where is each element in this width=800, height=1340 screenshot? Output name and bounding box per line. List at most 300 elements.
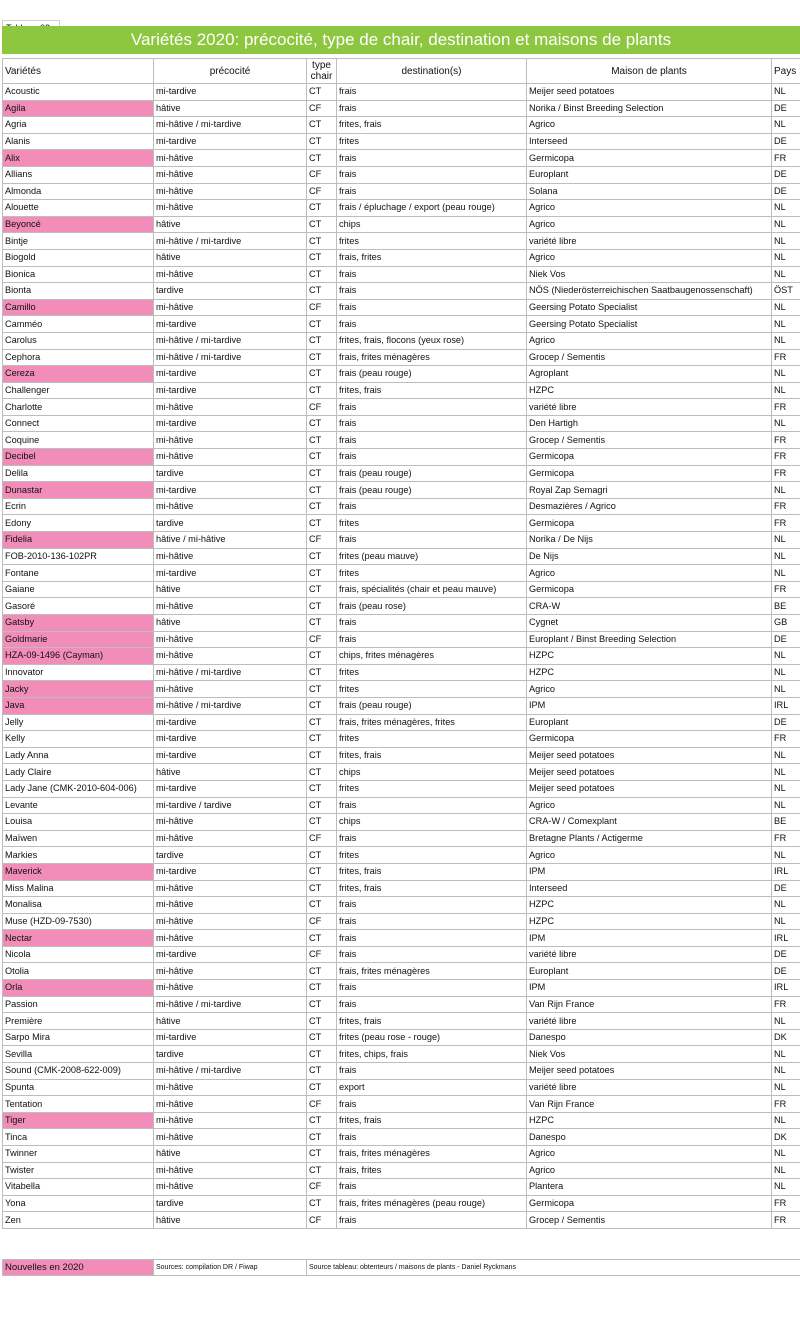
- precocite-cell: mi-hâtive / mi-tardive: [154, 996, 307, 1013]
- table-row: [3, 482, 800, 499]
- precocite-cell: mi-hâtive: [154, 1112, 307, 1129]
- maison-cell: Germicopa: [527, 449, 772, 466]
- destination-cell: frais (peau rouge): [337, 697, 527, 714]
- variety-cell: Tentation: [3, 1096, 154, 1113]
- destination-cell: chips: [337, 764, 527, 781]
- precocite-cell: mi-tardive: [154, 747, 307, 764]
- precocite-cell: hâtive: [154, 615, 307, 632]
- precocite-cell: hâtive: [154, 1013, 307, 1030]
- variety-cell: Yona: [3, 1195, 154, 1212]
- pays-cell: NL: [772, 1179, 800, 1196]
- destination-cell: frites: [337, 565, 527, 582]
- maison-cell: Germicopa: [527, 581, 772, 598]
- maison-cell: HZPC: [527, 1112, 772, 1129]
- maison-cell: Agrico: [527, 216, 772, 233]
- type-chair-cell: CT: [307, 84, 337, 101]
- type-chair-cell: CT: [307, 747, 337, 764]
- pays-cell: FR: [772, 731, 800, 748]
- destination-cell: frites, frais: [337, 117, 527, 134]
- pays-cell: DE: [772, 133, 800, 150]
- variety-cell: Alix: [3, 150, 154, 167]
- type-chair-cell: CT: [307, 797, 337, 814]
- pays-cell: DE: [772, 963, 800, 980]
- maison-cell: Meijer seed potatoes: [527, 1063, 772, 1080]
- maison-cell: Meijer seed potatoes: [527, 747, 772, 764]
- pays-cell: FR: [772, 581, 800, 598]
- maison-cell: Grocep / Sementis: [527, 432, 772, 449]
- type-chair-cell: CT: [307, 432, 337, 449]
- type-chair-cell: CT: [307, 316, 337, 333]
- maison-cell: Europlant: [527, 166, 772, 183]
- precocite-cell: tardive: [154, 465, 307, 482]
- variety-cell: Passion: [3, 996, 154, 1013]
- table-row: [3, 382, 800, 399]
- pays-cell: NL: [772, 897, 800, 914]
- table-row: [3, 133, 800, 150]
- header-variete: Variétés: [3, 59, 154, 84]
- precocite-cell: mi-hâtive: [154, 930, 307, 947]
- table-row: [3, 332, 800, 349]
- pays-cell: ÖST: [772, 283, 800, 300]
- variety-cell: Nectar: [3, 930, 154, 947]
- table-row: [3, 316, 800, 333]
- variety-cell: Agria: [3, 117, 154, 134]
- varieties-table: [2, 58, 800, 1229]
- destination-cell: frais / épluchage / export (peau rouge): [337, 200, 527, 217]
- pays-cell: NL: [772, 1063, 800, 1080]
- type-chair-cell: CT: [307, 1063, 337, 1080]
- pays-cell: NL: [772, 366, 800, 383]
- pays-cell: DK: [772, 1129, 800, 1146]
- pays-cell: NL: [772, 1146, 800, 1163]
- table-row: [3, 266, 800, 283]
- variety-cell: Maverick: [3, 863, 154, 880]
- destination-cell: export: [337, 1079, 527, 1096]
- variety-cell: Spunta: [3, 1079, 154, 1096]
- table-row: [3, 183, 800, 200]
- destination-cell: frais: [337, 299, 527, 316]
- destination-cell: frais, frites ménagères, frites: [337, 714, 527, 731]
- maison-cell: Europlant: [527, 714, 772, 731]
- maison-cell: HZPC: [527, 382, 772, 399]
- pays-cell: NL: [772, 216, 800, 233]
- pays-cell: NL: [772, 332, 800, 349]
- type-chair-cell: CF: [307, 100, 337, 117]
- maison-cell: Den Hartigh: [527, 415, 772, 432]
- maison-cell: HZPC: [527, 897, 772, 914]
- precocite-cell: mi-hâtive: [154, 1096, 307, 1113]
- pays-cell: IRL: [772, 980, 800, 997]
- maison-cell: Agrico: [527, 681, 772, 698]
- type-chair-cell: CT: [307, 482, 337, 499]
- maison-cell: IPM: [527, 930, 772, 947]
- table-row: [3, 515, 800, 532]
- precocite-cell: hâtive: [154, 249, 307, 266]
- pays-cell: IRL: [772, 863, 800, 880]
- destination-cell: frites: [337, 847, 527, 864]
- destination-cell: frais, frites ménagères: [337, 963, 527, 980]
- variety-cell: Orla: [3, 980, 154, 997]
- destination-cell: frais: [337, 1096, 527, 1113]
- variety-cell: Monalisa: [3, 897, 154, 914]
- table-row: [3, 465, 800, 482]
- precocite-cell: hâtive: [154, 581, 307, 598]
- table-row: [3, 1129, 800, 1146]
- destination-cell: frites: [337, 780, 527, 797]
- type-chair-cell: CT: [307, 697, 337, 714]
- variety-cell: Tinca: [3, 1129, 154, 1146]
- precocite-cell: tardive: [154, 1046, 307, 1063]
- variety-cell: Kelly: [3, 731, 154, 748]
- variety-cell: Camméo: [3, 316, 154, 333]
- precocite-cell: mi-hâtive: [154, 150, 307, 167]
- table-row: [3, 249, 800, 266]
- type-chair-cell: CT: [307, 349, 337, 366]
- maison-cell: Agrico: [527, 117, 772, 134]
- destination-cell: frais: [337, 897, 527, 914]
- table-row: [3, 830, 800, 847]
- precocite-cell: mi-hâtive: [154, 980, 307, 997]
- variety-cell: Camillo: [3, 299, 154, 316]
- header-row: [3, 59, 800, 84]
- precocite-cell: mi-hâtive: [154, 913, 307, 930]
- precocite-cell: mi-hâtive: [154, 598, 307, 615]
- precocite-cell: mi-hâtive: [154, 183, 307, 200]
- pays-cell: FR: [772, 449, 800, 466]
- variety-cell: Première: [3, 1013, 154, 1030]
- maison-cell: NÖS (Niederösterreichischen Saatbaugenossenschaft): [527, 283, 772, 300]
- type-chair-cell: CT: [307, 233, 337, 250]
- variety-cell: Agila: [3, 100, 154, 117]
- precocite-cell: mi-tardive: [154, 366, 307, 383]
- maison-cell: variété libre: [527, 233, 772, 250]
- destination-cell: frites, frais: [337, 1112, 527, 1129]
- header-pays: Pays: [772, 59, 800, 84]
- precocite-cell: mi-tardive: [154, 316, 307, 333]
- table-row: [3, 913, 800, 930]
- variety-cell: Sound (CMK-2008-622-009): [3, 1063, 154, 1080]
- precocite-cell: mi-hâtive: [154, 548, 307, 565]
- variety-cell: Jelly: [3, 714, 154, 731]
- variety-cell: Otolia: [3, 963, 154, 980]
- legend-new-2020: Nouvelles en 2020: [3, 1260, 154, 1276]
- table-row: [3, 880, 800, 897]
- pays-cell: NL: [772, 664, 800, 681]
- destination-cell: frais: [337, 84, 527, 101]
- destination-cell: frites, frais, flocons (yeux rose): [337, 332, 527, 349]
- variety-cell: Challenger: [3, 382, 154, 399]
- maison-cell: Van Rijn France: [527, 996, 772, 1013]
- destination-cell: frites: [337, 515, 527, 532]
- pays-cell: BE: [772, 598, 800, 615]
- precocite-cell: mi-tardive: [154, 1029, 307, 1046]
- type-chair-cell: CF: [307, 399, 337, 416]
- destination-cell: frais: [337, 631, 527, 648]
- source-right: Source tableau: obtenteurs / maisons de plants - Daniel Ryckmans: [307, 1260, 800, 1276]
- pays-cell: NL: [772, 415, 800, 432]
- pays-cell: NL: [772, 1013, 800, 1030]
- maison-cell: Geersing Potato Specialist: [527, 316, 772, 333]
- precocite-cell: mi-hâtive: [154, 1179, 307, 1196]
- destination-cell: frais, spécialités (chair et peau mauve): [337, 581, 527, 598]
- pays-cell: NL: [772, 565, 800, 582]
- pays-cell: FR: [772, 432, 800, 449]
- pays-cell: NL: [772, 482, 800, 499]
- precocite-cell: mi-hâtive / mi-tardive: [154, 117, 307, 134]
- table-row: [3, 1029, 800, 1046]
- precocite-cell: mi-hâtive: [154, 814, 307, 831]
- maison-cell: Cygnet: [527, 615, 772, 632]
- pays-cell: NL: [772, 382, 800, 399]
- variety-cell: Connect: [3, 415, 154, 432]
- variety-cell: Alouette: [3, 200, 154, 217]
- pays-cell: DE: [772, 100, 800, 117]
- pays-cell: NL: [772, 1079, 800, 1096]
- maison-cell: HZPC: [527, 913, 772, 930]
- variety-cell: Fidelia: [3, 532, 154, 549]
- maison-cell: Niek Vos: [527, 1046, 772, 1063]
- maison-cell: Norika / De Nijs: [527, 532, 772, 549]
- maison-cell: Europlant: [527, 963, 772, 980]
- table-footer: [2, 1259, 800, 1276]
- precocite-cell: mi-hâtive / mi-tardive: [154, 664, 307, 681]
- precocite-cell: mi-tardive: [154, 415, 307, 432]
- pays-cell: DE: [772, 166, 800, 183]
- variety-cell: Twister: [3, 1162, 154, 1179]
- precocite-cell: hâtive: [154, 1146, 307, 1163]
- maison-cell: CRA-W / Comexplant: [527, 814, 772, 831]
- table-row: [3, 283, 800, 300]
- precocite-cell: mi-tardive: [154, 84, 307, 101]
- table-row: [3, 233, 800, 250]
- pays-cell: IRL: [772, 697, 800, 714]
- variety-cell: Gasoré: [3, 598, 154, 615]
- maison-cell: Geersing Potato Specialist: [527, 299, 772, 316]
- maison-cell: variété libre: [527, 946, 772, 963]
- maison-cell: Germicopa: [527, 1195, 772, 1212]
- table-row: [3, 764, 800, 781]
- destination-cell: frites, frais: [337, 1013, 527, 1030]
- precocite-cell: mi-tardive: [154, 714, 307, 731]
- variety-cell: Fontane: [3, 565, 154, 582]
- type-chair-cell: CT: [307, 465, 337, 482]
- variety-cell: Nicola: [3, 946, 154, 963]
- pays-cell: DE: [772, 631, 800, 648]
- type-chair-cell: CT: [307, 200, 337, 217]
- pays-cell: DK: [772, 1029, 800, 1046]
- type-chair-cell: CT: [307, 731, 337, 748]
- variety-cell: Twinner: [3, 1146, 154, 1163]
- precocite-cell: mi-hâtive: [154, 1079, 307, 1096]
- type-chair-cell: CF: [307, 1096, 337, 1113]
- precocite-cell: mi-hâtive / mi-tardive: [154, 697, 307, 714]
- pays-cell: FR: [772, 1195, 800, 1212]
- pays-cell: FR: [772, 515, 800, 532]
- destination-cell: frites, frais: [337, 863, 527, 880]
- pays-cell: FR: [772, 349, 800, 366]
- type-chair-cell: CF: [307, 299, 337, 316]
- pays-cell: GB: [772, 615, 800, 632]
- precocite-cell: mi-hâtive: [154, 432, 307, 449]
- pays-cell: FR: [772, 1096, 800, 1113]
- type-chair-cell: CT: [307, 764, 337, 781]
- variety-cell: Biogold: [3, 249, 154, 266]
- pays-cell: NL: [772, 1112, 800, 1129]
- destination-cell: frais: [337, 532, 527, 549]
- maison-cell: Interseed: [527, 133, 772, 150]
- type-chair-cell: CF: [307, 532, 337, 549]
- table-row: [3, 1212, 800, 1229]
- maison-cell: Agrico: [527, 1162, 772, 1179]
- table-row: [3, 299, 800, 316]
- maison-cell: Agrico: [527, 797, 772, 814]
- pays-cell: FR: [772, 830, 800, 847]
- precocite-cell: mi-tardive: [154, 946, 307, 963]
- table-row: [3, 432, 800, 449]
- variety-cell: Carolus: [3, 332, 154, 349]
- table-row: [3, 415, 800, 432]
- type-chair-cell: CT: [307, 814, 337, 831]
- maison-cell: Van Rijn France: [527, 1096, 772, 1113]
- table-row: [3, 598, 800, 615]
- type-chair-cell: CT: [307, 1046, 337, 1063]
- type-chair-cell: CT: [307, 216, 337, 233]
- pays-cell: DE: [772, 714, 800, 731]
- type-chair-cell: CT: [307, 366, 337, 383]
- table-row: [3, 1195, 800, 1212]
- destination-cell: frais: [337, 930, 527, 947]
- variety-cell: Innovator: [3, 664, 154, 681]
- destination-cell: frais (peau rose): [337, 598, 527, 615]
- table-row: [3, 1179, 800, 1196]
- destination-cell: frais: [337, 399, 527, 416]
- type-chair-cell: CT: [307, 565, 337, 582]
- destination-cell: frais, frites: [337, 249, 527, 266]
- maison-cell: De Nijs: [527, 548, 772, 565]
- destination-cell: frais, frites: [337, 1162, 527, 1179]
- precocite-cell: mi-tardive: [154, 780, 307, 797]
- table-row: [3, 1096, 800, 1113]
- pays-cell: FR: [772, 465, 800, 482]
- table-row: [3, 216, 800, 233]
- variety-cell: Cereza: [3, 366, 154, 383]
- type-chair-cell: CT: [307, 930, 337, 947]
- precocite-cell: tardive: [154, 515, 307, 532]
- table-row: [3, 797, 800, 814]
- variety-cell: Sarpo Mira: [3, 1029, 154, 1046]
- pays-cell: NL: [772, 797, 800, 814]
- table-row: [3, 84, 800, 101]
- destination-cell: frais: [337, 1212, 527, 1229]
- pays-cell: FR: [772, 498, 800, 515]
- maison-cell: Danespo: [527, 1129, 772, 1146]
- pays-cell: NL: [772, 249, 800, 266]
- destination-cell: frites: [337, 681, 527, 698]
- header-precocite: précocité: [154, 59, 307, 84]
- pays-cell: NL: [772, 681, 800, 698]
- table-row: [3, 1146, 800, 1163]
- type-chair-cell: CT: [307, 1013, 337, 1030]
- destination-cell: frites, frais: [337, 747, 527, 764]
- destination-cell: frais, frites ménagères: [337, 1146, 527, 1163]
- maison-cell: IPM: [527, 863, 772, 880]
- destination-cell: frais: [337, 432, 527, 449]
- pays-cell: NL: [772, 1046, 800, 1063]
- destination-cell: frites (peau mauve): [337, 548, 527, 565]
- precocite-cell: mi-hâtive: [154, 449, 307, 466]
- precocite-cell: mi-hâtive: [154, 299, 307, 316]
- variety-cell: Markies: [3, 847, 154, 864]
- type-chair-cell: CT: [307, 382, 337, 399]
- type-chair-cell: CT: [307, 1146, 337, 1163]
- variety-cell: Sevilla: [3, 1046, 154, 1063]
- variety-cell: HZA-09-1496 (Cayman): [3, 648, 154, 665]
- precocite-cell: mi-hâtive: [154, 897, 307, 914]
- variety-cell: Gaiane: [3, 581, 154, 598]
- table-row: [3, 847, 800, 864]
- destination-cell: frais: [337, 980, 527, 997]
- table-row: [3, 1079, 800, 1096]
- maison-cell: IPM: [527, 980, 772, 997]
- precocite-cell: mi-hâtive: [154, 166, 307, 183]
- variety-cell: Delila: [3, 465, 154, 482]
- type-chair-cell: CT: [307, 1129, 337, 1146]
- variety-cell: Goldmarie: [3, 631, 154, 648]
- table-row: [3, 117, 800, 134]
- maison-cell: Agroplant: [527, 366, 772, 383]
- table-row: [3, 399, 800, 416]
- destination-cell: frites, frais: [337, 382, 527, 399]
- destination-cell: frites, frais: [337, 880, 527, 897]
- variety-cell: Jacky: [3, 681, 154, 698]
- maison-cell: Norika / Binst Breeding Selection: [527, 100, 772, 117]
- precocite-cell: mi-hâtive: [154, 648, 307, 665]
- table-row: [3, 166, 800, 183]
- variety-cell: Bintje: [3, 233, 154, 250]
- precocite-cell: hâtive: [154, 216, 307, 233]
- type-chair-cell: CT: [307, 963, 337, 980]
- precocite-cell: mi-hâtive / mi-tardive: [154, 332, 307, 349]
- type-chair-cell: CT: [307, 1112, 337, 1129]
- table-row: [3, 100, 800, 117]
- destination-cell: frais: [337, 996, 527, 1013]
- maison-cell: Meijer seed potatoes: [527, 780, 772, 797]
- variety-cell: Edony: [3, 515, 154, 532]
- type-chair-cell: CT: [307, 415, 337, 432]
- type-chair-cell: CT: [307, 615, 337, 632]
- pays-cell: NL: [772, 764, 800, 781]
- variety-cell: Java: [3, 697, 154, 714]
- precocite-cell: mi-tardive: [154, 565, 307, 582]
- pays-cell: FR: [772, 399, 800, 416]
- type-chair-cell: CT: [307, 117, 337, 134]
- precocite-cell: tardive: [154, 847, 307, 864]
- header-destination: destination(s): [337, 59, 527, 84]
- destination-cell: frais: [337, 797, 527, 814]
- precocite-cell: mi-tardive / tardive: [154, 797, 307, 814]
- precocite-cell: mi-hâtive / mi-tardive: [154, 349, 307, 366]
- table-row: [3, 863, 800, 880]
- precocite-cell: mi-hâtive / mi-tardive: [154, 233, 307, 250]
- type-chair-cell: CT: [307, 980, 337, 997]
- type-chair-cell: CT: [307, 780, 337, 797]
- pays-cell: NL: [772, 1162, 800, 1179]
- type-chair-cell: CT: [307, 996, 337, 1013]
- type-chair-cell: CT: [307, 1195, 337, 1212]
- maison-cell: variété libre: [527, 1013, 772, 1030]
- variety-cell: Maïwen: [3, 830, 154, 847]
- maison-cell: Agrico: [527, 565, 772, 582]
